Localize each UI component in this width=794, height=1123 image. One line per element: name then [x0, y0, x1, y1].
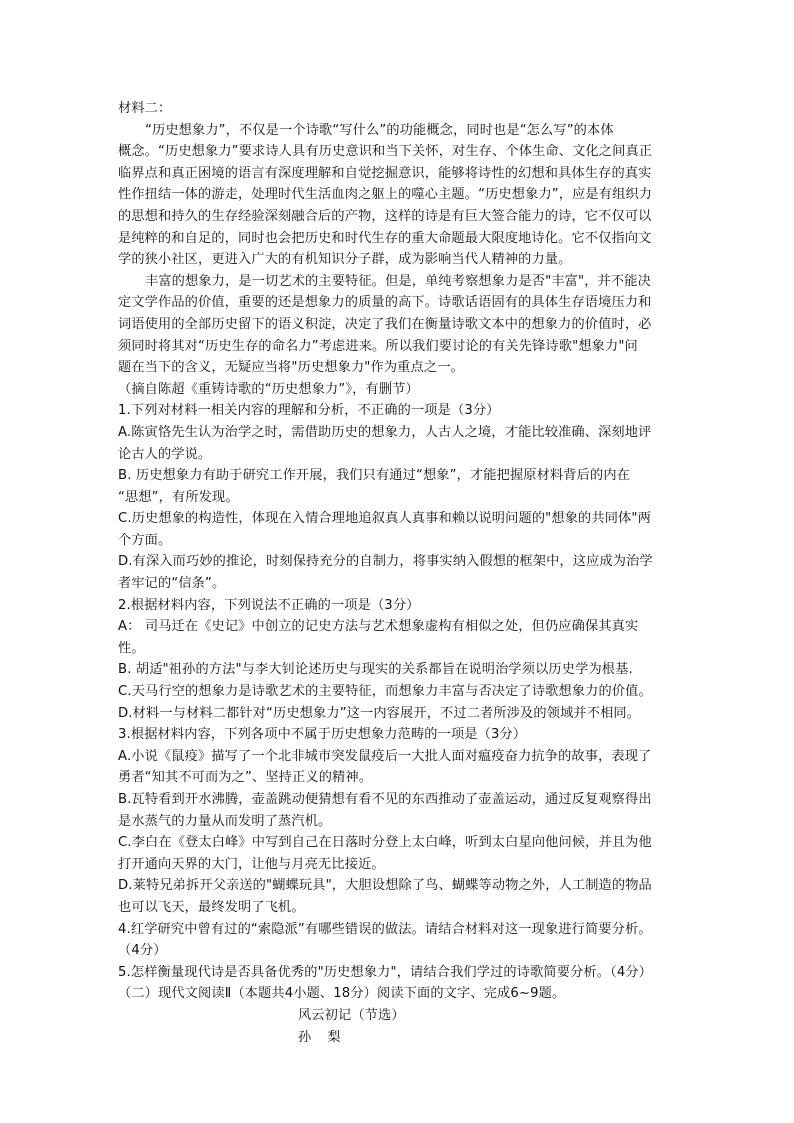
material-paragraph-line: 学的狭小社区，更进入广大的有机知识分子群，成为影响当代人精神的力量。	[118, 252, 572, 268]
question-3-option-c-cont: 打开通向天界的大门，让他与月亮无比接近。	[118, 856, 385, 872]
question-1-option-d: D.有深入而巧妙的推论，时刻保持充分的自制力，将事实纳入假想的框架中，这应成为治学	[118, 554, 653, 570]
question-1-option-a-cont: 论古人的学说。	[118, 446, 212, 462]
question-3-stem: 3.根据材料内容，下列各项中不属于历史想象力范畴的一项是（3分）	[118, 727, 527, 743]
story-title: 风云初记（节选）	[298, 1007, 405, 1023]
question-3-option-a-cont: 勇者“知其不可而为之”、坚持正义的精神。	[118, 770, 373, 786]
material-paragraph-line: 须同时将其对“历史生存的命名力”考虑进来。所以我们要讨论的有关先锋诗歌"想象力"问	[118, 338, 638, 354]
material-paragraph-line: 临界点和真正困境的语言有深度理解和自觉挖掘意识，能够将诗性的幻想和具体生存的真实	[118, 165, 652, 181]
question-4-points: （4分）	[118, 943, 167, 959]
material-paragraph-line: 题在当下的含义，无疑应当将"历史想象力"作为重点之一。	[118, 360, 464, 376]
question-1-stem: 1.下列对材料一相关内容的理解和分析，不正确的一项是（3分）	[118, 403, 500, 419]
question-3-option-d: D.莱特兄弟拆开父亲送的"蝴蝶玩具"，大胆设想除了鸟、蝴蝶等动物之外，人工制造的物品	[118, 878, 652, 894]
material-paragraph-line: 是纯粹的和自足的，同时也会把历史和时代生存的重大命题最大限度地诗化。它不仅指向文	[118, 230, 652, 246]
material-source-citation: （摘自陈超《重铸诗歌的“历史想象力”》，有删节）	[118, 381, 419, 397]
question-3-option-a: A.小说《鼠疫》描写了一个北非城市突发鼠疫后一大批人面对瘟疫奋力抗争的故事，表现了	[118, 748, 652, 764]
question-1-option-b-cont: “思想”，有所发现。	[118, 489, 239, 505]
question-1-option-c: C.历史想象的构造性，体现在入情合理地追叙真人真事和赖以说明问题的"想象的共同体"两	[118, 511, 651, 527]
material-paragraph-line: 概念。“历史想象力”要求诗人具有历史意识和当下关怀，对生存、个体生命、文化之间真正	[118, 144, 653, 160]
question-2-option-a-cont: 性。	[118, 640, 145, 656]
question-1-option-a: A.陈寅恪先生认为治学之时，需借助历史的想象力，人古人之境，才能比较准确、深刻地评	[118, 424, 652, 440]
document-page	[118, 98, 678, 1048]
question-1-option-d-cont: 者牢记的“信条”。	[118, 576, 226, 592]
question-3-option-b: B.瓦特看到开水沸腾，壶盖跳动便猜想有看不见的东西推动了壶盖运动，通过反复观察得出	[118, 792, 652, 807]
material-paragraph-line: 词语使用的全部历史留下的语义积淀，决定了我们在衡量诗歌文本中的想象力的价值时，必	[118, 316, 652, 332]
question-4-stem: 4.红学研究中曾有过的“索隐派”有哪些错误的做法。请结合材料对这一现象进行简要分析。	[118, 921, 652, 937]
question-2-option-a: A： 司马迁在《史记》中创立的记史方法与艺术想象虚构有相似之处，但仍应确保其真实	[118, 619, 639, 635]
question-2-stem: 2.根据材料内容，下列说法不正确的一项是（3分）	[118, 597, 420, 613]
material-paragraph-line: “历史想象力”，不仅是一个诗歌“写什么”的功能概念，同时也是“怎么写”的本体	[145, 122, 614, 138]
question-3-option-d-cont: 也可以飞天，最终发明了飞机。	[118, 899, 305, 915]
material-paragraph-line: 的思想和持久的生存经验深刻融合后的产物，这样的诗是有巨大签合能力的诗，它不仅可以	[118, 208, 652, 224]
question-2-option-c: C.天马行空的想象力是诗歌艺术的主要特征，而想象力丰富与否决定了诗歌想象力的价值。	[118, 684, 652, 700]
question-2-option-b: B. 胡适"祖孙的方法"与李大钊论述历史与现实的关系都旨在说明治学须以历史学为根基.	[118, 662, 633, 678]
material-paragraph-line: 定文学作品的价值，重要的还是想象力的质量的高下。诗歌话语固有的具体生存语境压力和	[118, 295, 652, 311]
section-2-header: （二）现代文阅读Ⅱ（本题共4小题、18分）阅读下面的文字、完成6~9题。	[118, 986, 566, 1002]
question-5-stem: 5.怎样衡量现代诗是否具备优秀的"历史想象力"，请结合我们学过的诗歌简要分析。（4分）	[118, 964, 653, 980]
question-1-option-c-cont: 个方面。	[118, 532, 172, 548]
material-paragraph-line: 丰富的想象力，是一切艺术的主要特征。但是，单纯考察想象力是否"丰富"，并不能决	[145, 273, 651, 289]
question-1-option-b: B. 历史想象力有助于研究工作开展，我们只有通过“想象”，才能把握原材料背后的内在	[118, 468, 630, 484]
question-3-option-b-cont: 是水蒸气的力量从而发明了蒸汽机。	[118, 813, 332, 829]
question-2-option-d: D.材料一与材料二都针对“历史想象力”这一内容展开，不过二者所涉及的领域并不相同。	[118, 705, 641, 721]
story-author: 孙 梨	[298, 1029, 347, 1045]
question-3-option-c: C.李白在《登太白峰》中写到自己在日落时分登上太白峰，听到太白星向他问候，并且为他	[118, 835, 652, 851]
material-paragraph-line: 性作扭结一体的游走，处理时代生活血肉之躯上的噬心主题。“历史想象力”，应是有组织力	[118, 187, 653, 203]
material-heading: 材料二：	[118, 101, 172, 116]
